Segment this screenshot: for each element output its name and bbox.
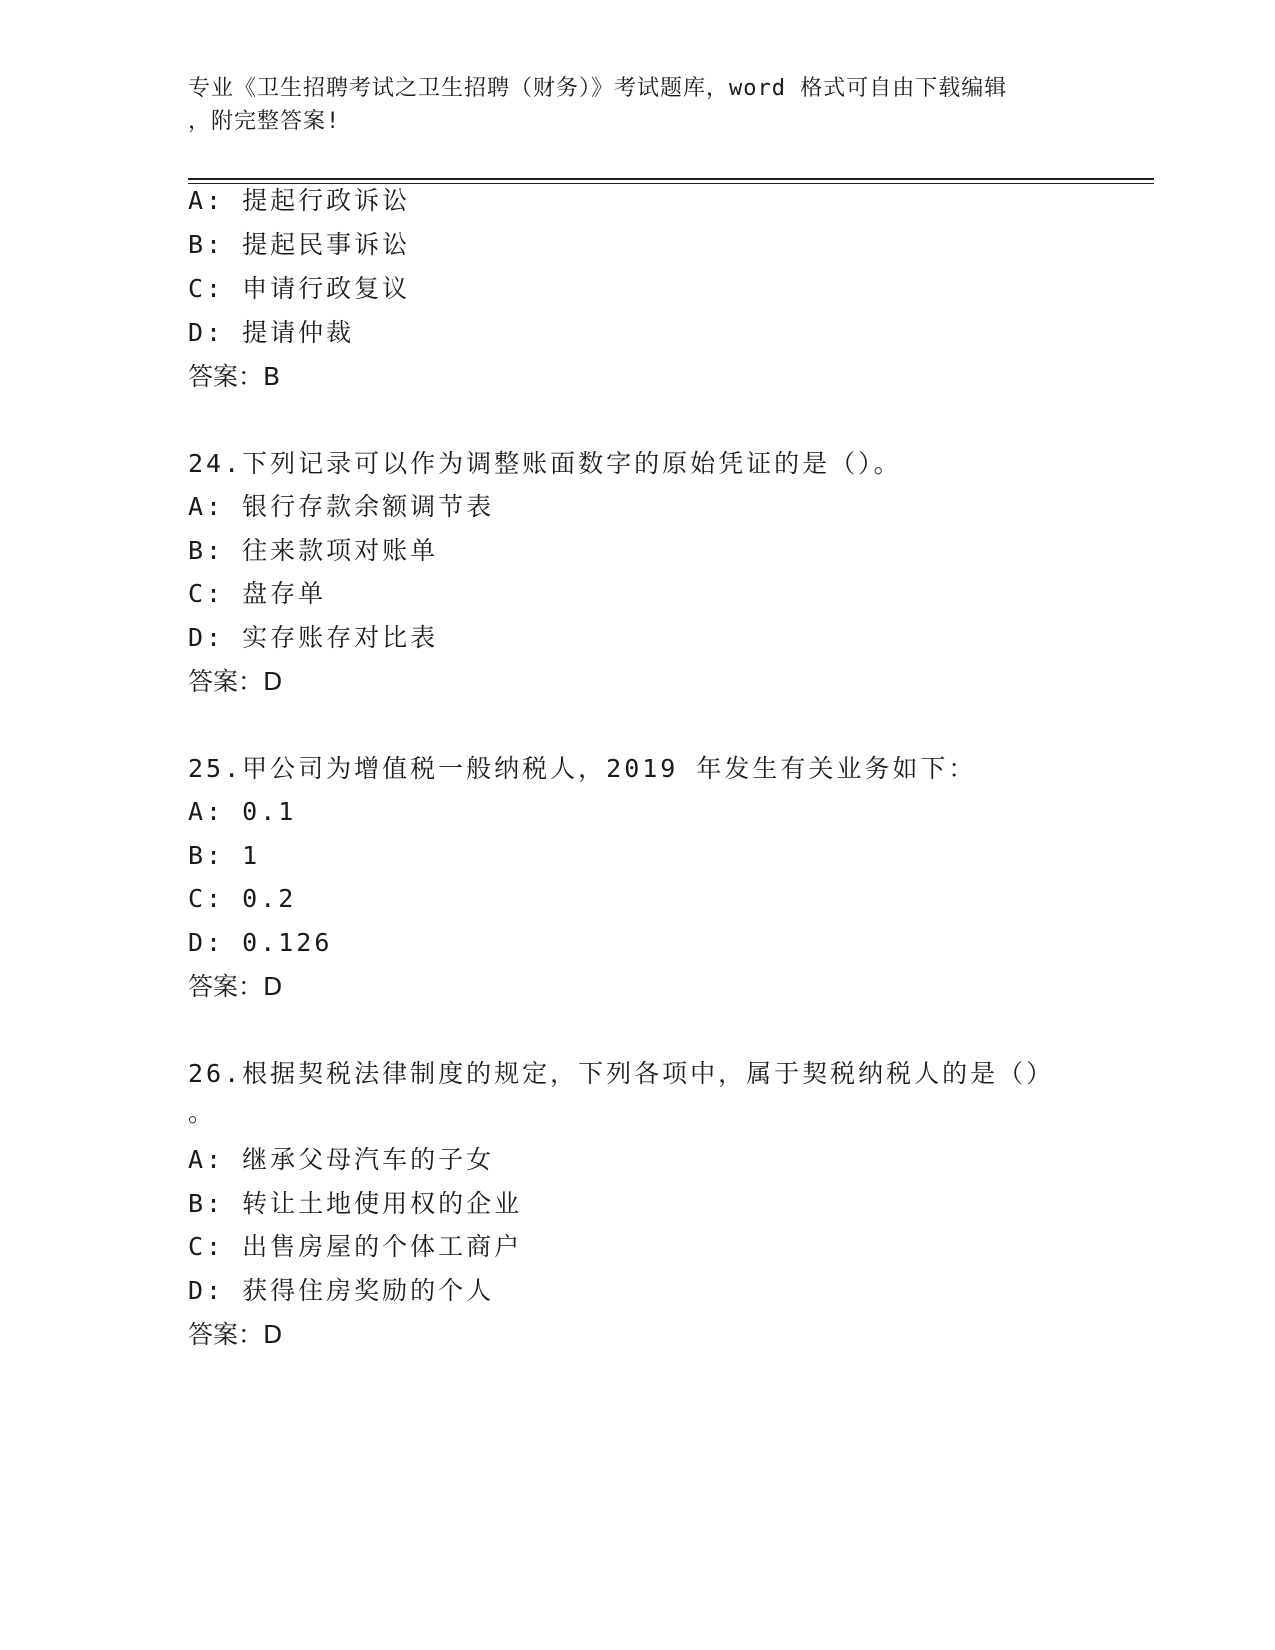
header-line-2: ，附完整答案! <box>188 109 341 134</box>
question-25: 25.甲公司为增值税一般纳税人，2019 年发生有关业务如下： <box>188 754 977 783</box>
option-b: B: 往来款项对账单 <box>188 536 439 565</box>
option-a: A: 继承父母汽车的子女 <box>188 1145 495 1174</box>
option-c: C: 出售房屋的个体工商户 <box>188 1232 523 1261</box>
document-header <box>188 72 1088 138</box>
answer: 答案：D <box>188 1320 283 1349</box>
header-divider-thick <box>188 178 1154 180</box>
header-line-1: 专业《卫生招聘考试之卫生招聘（财务）》考试题库，word 格式可自由下载编辑 <box>188 76 1008 101</box>
question-24: 24.下列记录可以作为调整账面数字的原始凭证的是（）。 <box>188 449 902 478</box>
option-a: A: 0.1 <box>188 797 297 826</box>
answer: 答案：D <box>188 667 283 696</box>
header-divider-thin <box>188 183 1154 184</box>
option-d: D: 获得住房奖励的个人 <box>188 1276 495 1305</box>
option-d: D: 实存账存对比表 <box>188 623 439 652</box>
question-26-continuation: 。 <box>188 1098 217 1127</box>
option-c: C: 盘存单 <box>188 579 327 608</box>
answer: 答案：D <box>188 972 283 1001</box>
option-d: D: 0.126 <box>188 928 333 957</box>
option-b: B: 转让土地使用权的企业 <box>188 1189 523 1218</box>
answer: 答案：B <box>188 362 281 391</box>
option-b: B: 提起民事诉讼 <box>188 230 411 259</box>
option-c: C: 申请行政复议 <box>188 274 411 303</box>
question-26: 26.根据契税法律制度的规定，下列各项中，属于契税纳税人的是（） <box>188 1059 1055 1088</box>
option-a: A: 银行存款余额调节表 <box>188 492 495 521</box>
option-a: A: 提起行政诉讼 <box>188 186 411 215</box>
option-c: C: 0.2 <box>188 884 297 913</box>
option-b: B: 1 <box>188 841 261 870</box>
option-d: D: 提请仲裁 <box>188 318 355 347</box>
